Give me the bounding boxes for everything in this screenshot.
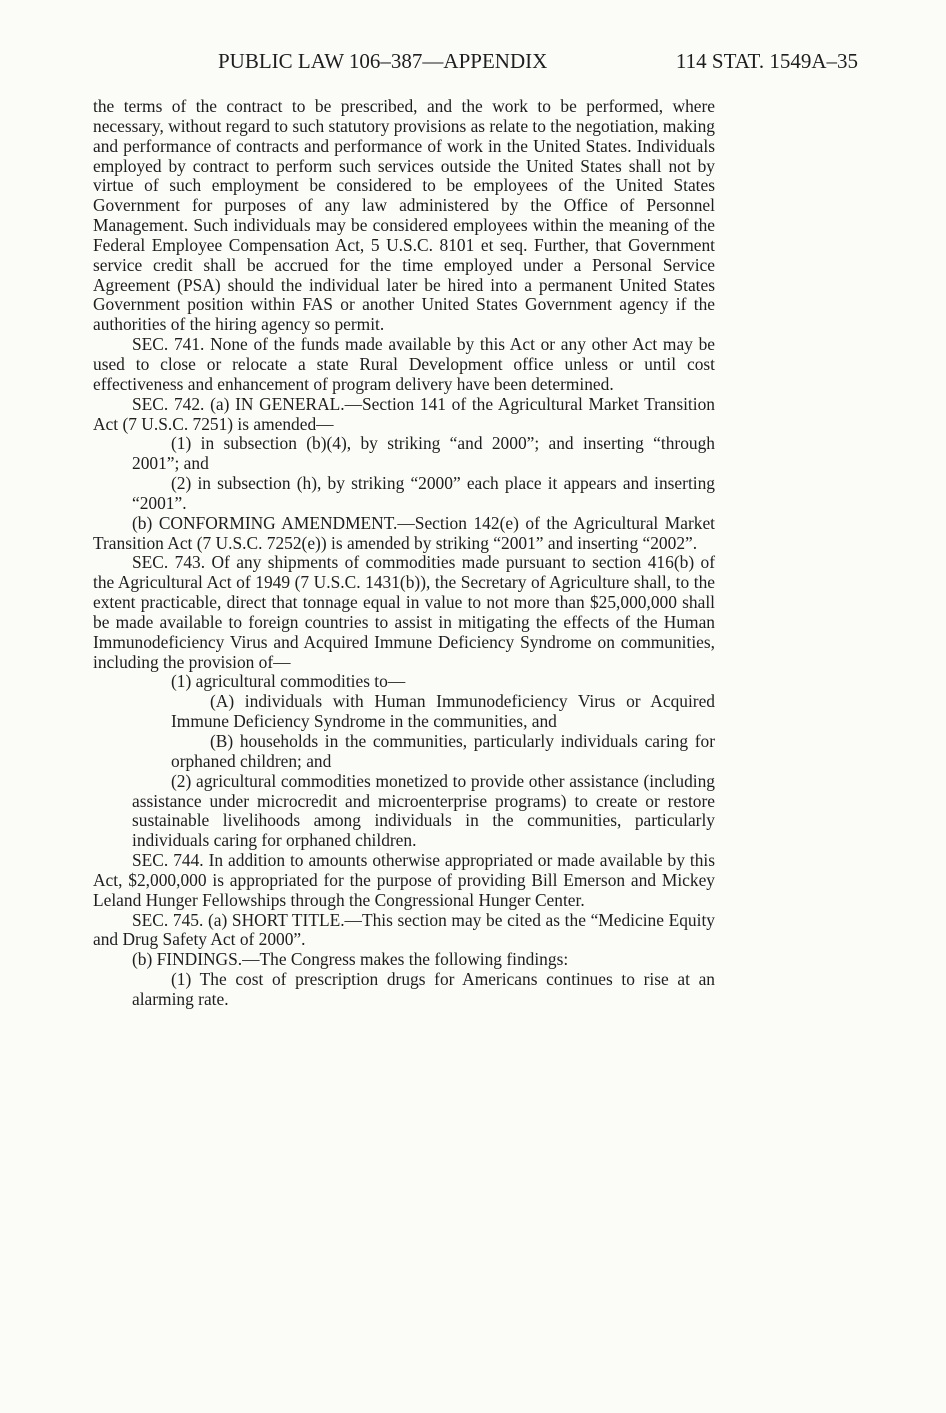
section-745-b-1: (1) The cost of prescription drugs for Americans continues to rise at an alarming rate. — [132, 969, 715, 1009]
section-742-a-1: (1) in subsection (b)(4), by striking “and 2000”; and inserting “through 2001”; and — [132, 433, 715, 474]
section-743-1: (1) agricultural commodities to— — [171, 671, 406, 692]
body-text — [93, 97, 715, 1010]
section-745-b: (b) FINDINGS.—The Congress makes the following findings: — [132, 949, 569, 970]
continued-paragraph: the terms of the contract to be prescribed, and the work to be performed, where necessary, without regard to such statutory provisions as relate to the negotiation, making and performance of contracts and performance of work in the United States. Individuals employed by contract to perform such services outside the United States shall not by virtue of such employment be considered to be employees of the United States Government for purposes of any law administered by the Office of Personnel Management. Such individuals may be considered employees within the meaning of the Federal Employee Compensation Act, 5 U.S.C. 8101 et seq. Further, that Government service credit shall be accrued for the time employed under a Personal Service Agreement (PSA) should the individual later be hired into a permanent United States Government position within FAS or another United States Government agency if the authorities of the hiring agency so permit. — [93, 96, 715, 335]
section-742-a: SEC. 742. (a) IN GENERAL.—Section 141 of the Agricultural Market Transition Act (7 U.S.C. 7251) is amended— — [93, 393, 715, 434]
section-742-a-2: (2) in subsection (h), by striking “2000” each place it appears and inserting “2001”. — [132, 473, 715, 513]
section-742-b: (b) CONFORMING AMENDMENT.—Section 142(e) of the Agricultural Market Transition Act (7 U.S.C. 7252(e)) is amended by striking “2001” and inserting “2002”. — [93, 512, 715, 553]
section-743-1-a: (A) individuals with Human Immunodeficiency Virus or Acquired Immune Deficiency Syndrome in the communities, and — [171, 691, 715, 732]
section-743-2: (2) agricultural commodities monetized to provide other assistance (including assistance under microcredit and microenterprise programs) to create or restore sustainable livelihoods among individuals in the communities, particularly individuals caring for orphaned children. — [132, 770, 715, 851]
section-743: SEC. 743. Of any shipments of commodities made pursuant to section 416(b) of the Agricultural Act of 1949 (7 U.S.C. 1431(b)), the Secretary of Agriculture shall, to the extent practicable, direct that tonnage equal in value to not more than $25,000,000 shall be made available to foreign countries to assist in mitigating the effects of the Human Immunodeficiency Virus and Acquired Immune Deficiency Syndrome on communities, including the provision of— — [93, 552, 715, 672]
section-744: SEC. 744. In addition to amounts otherwise appropriated or made available by this Act, $2,000,000 is appropriated for the purpose of providing Bill Emerson and Mickey Leland Hunger Fellowships through the Congressional Hunger Center. — [93, 850, 715, 910]
section-741: SEC. 741. None of the funds made available by this Act or any other Act may be used to close or relocate a state Rural Development office unless or until cost effectiveness and enhancement of program delivery have been determined. — [93, 334, 715, 394]
running-title: PUBLIC LAW 106–387—APPENDIX — [218, 49, 548, 73]
statute-citation: 114 STAT. 1549A–35 — [675, 49, 858, 73]
section-745-a: SEC. 745. (a) SHORT TITLE.—This section may be cited as the “Medicine Equity and Drug Safety Act of 2000”. — [93, 909, 715, 950]
section-743-1-b: (B) households in the communities, particularly individuals caring for orphaned children; and — [171, 731, 715, 771]
